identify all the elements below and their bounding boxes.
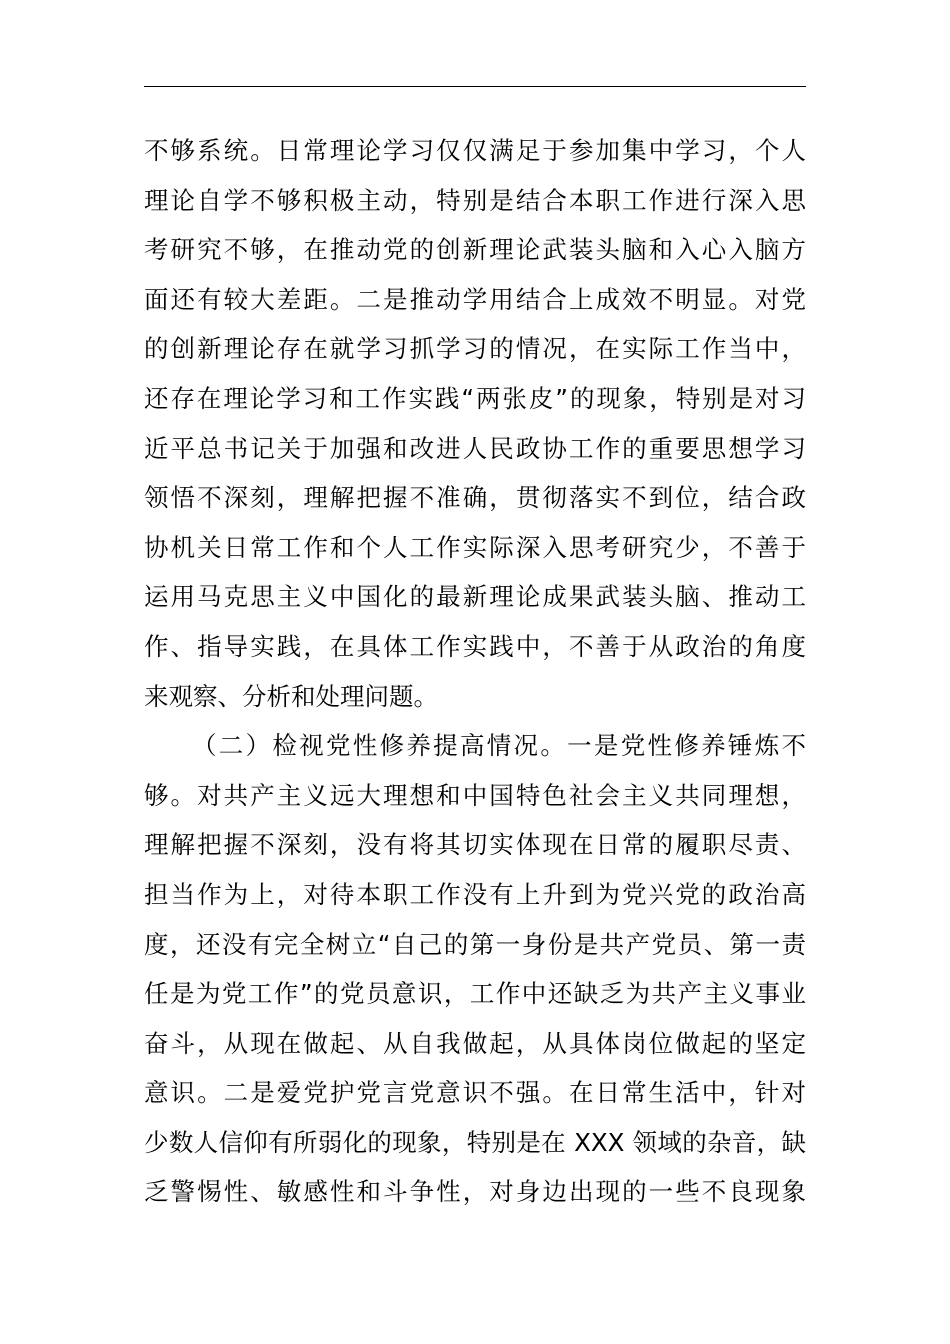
text-line: 乏警惕性、敏感性和斗争性，对身边出现的一些不良现象 xyxy=(144,1177,806,1207)
text-line: 担当作为上，对待本职工作没有上升到为党兴党的政治高 xyxy=(144,879,806,909)
text-line: 任是为党工作”的党员意识，工作中还缺乏为共产主义事业 xyxy=(144,979,806,1009)
text-line: 少数人信仰有所弱化的现象，特别是在 XXX 领域的杂音，缺 xyxy=(144,1127,806,1157)
text-line: 领悟不深刻，理解把握不准确，贯彻落实不到位，结合政 xyxy=(144,483,806,513)
text-line: 面还有较大差距。二是推动学用结合上成效不明显。对党 xyxy=(144,284,806,314)
text-line: 近平总书记关于加强和改进人民政协工作的重要思想学习 xyxy=(144,433,806,463)
text-line: 协机关日常工作和个人工作实际深入思考研究少，不善于 xyxy=(144,532,806,562)
paragraph-end-line: 来观察、分析和处理问题。 xyxy=(144,681,438,711)
text-line: 不够系统。日常理论学习仅仅满足于参加集中学习，个人 xyxy=(144,136,806,165)
text-line: 够。对共产主义远大理想和中国特色社会主义共同理想， xyxy=(144,780,806,810)
text-line: 的创新理论存在就学习抓学习的情况，在实际工作当中， xyxy=(144,334,806,364)
text-line: 意识。二是爱党护党言党意识不强。在日常生活中，针对 xyxy=(144,1078,806,1108)
body-text xyxy=(144,126,806,1217)
text-line: 理论自学不够积极主动，特别是结合本职工作进行深入思 xyxy=(144,185,806,215)
section-heading-line: （二）检视党性修养提高情况。一是党性修养锤炼不 xyxy=(192,731,806,761)
text-line: 奋斗，从现在做起、从自我做起，从具体岗位做起的坚定 xyxy=(144,1028,806,1058)
text-line: 作、指导实践，在具体工作实践中，不善于从政治的角度 xyxy=(144,631,806,661)
text-line: 考研究不够，在推动党的创新理论武装头脑和入心入脑方 xyxy=(144,235,806,265)
text-line: 运用马克思主义中国化的最新理论成果武装头脑、推动工 xyxy=(144,582,806,612)
text-line: 理解把握不深刻，没有将其切实体现在日常的履职尽责、 xyxy=(144,830,806,860)
text-line: 还存在理论学习和工作实践“两张皮”的现象，特别是对习 xyxy=(144,383,806,413)
header-rule xyxy=(144,86,806,87)
text-line: 度，还没有完全树立“自己的第一身份是共产党员、第一责 xyxy=(144,929,806,959)
